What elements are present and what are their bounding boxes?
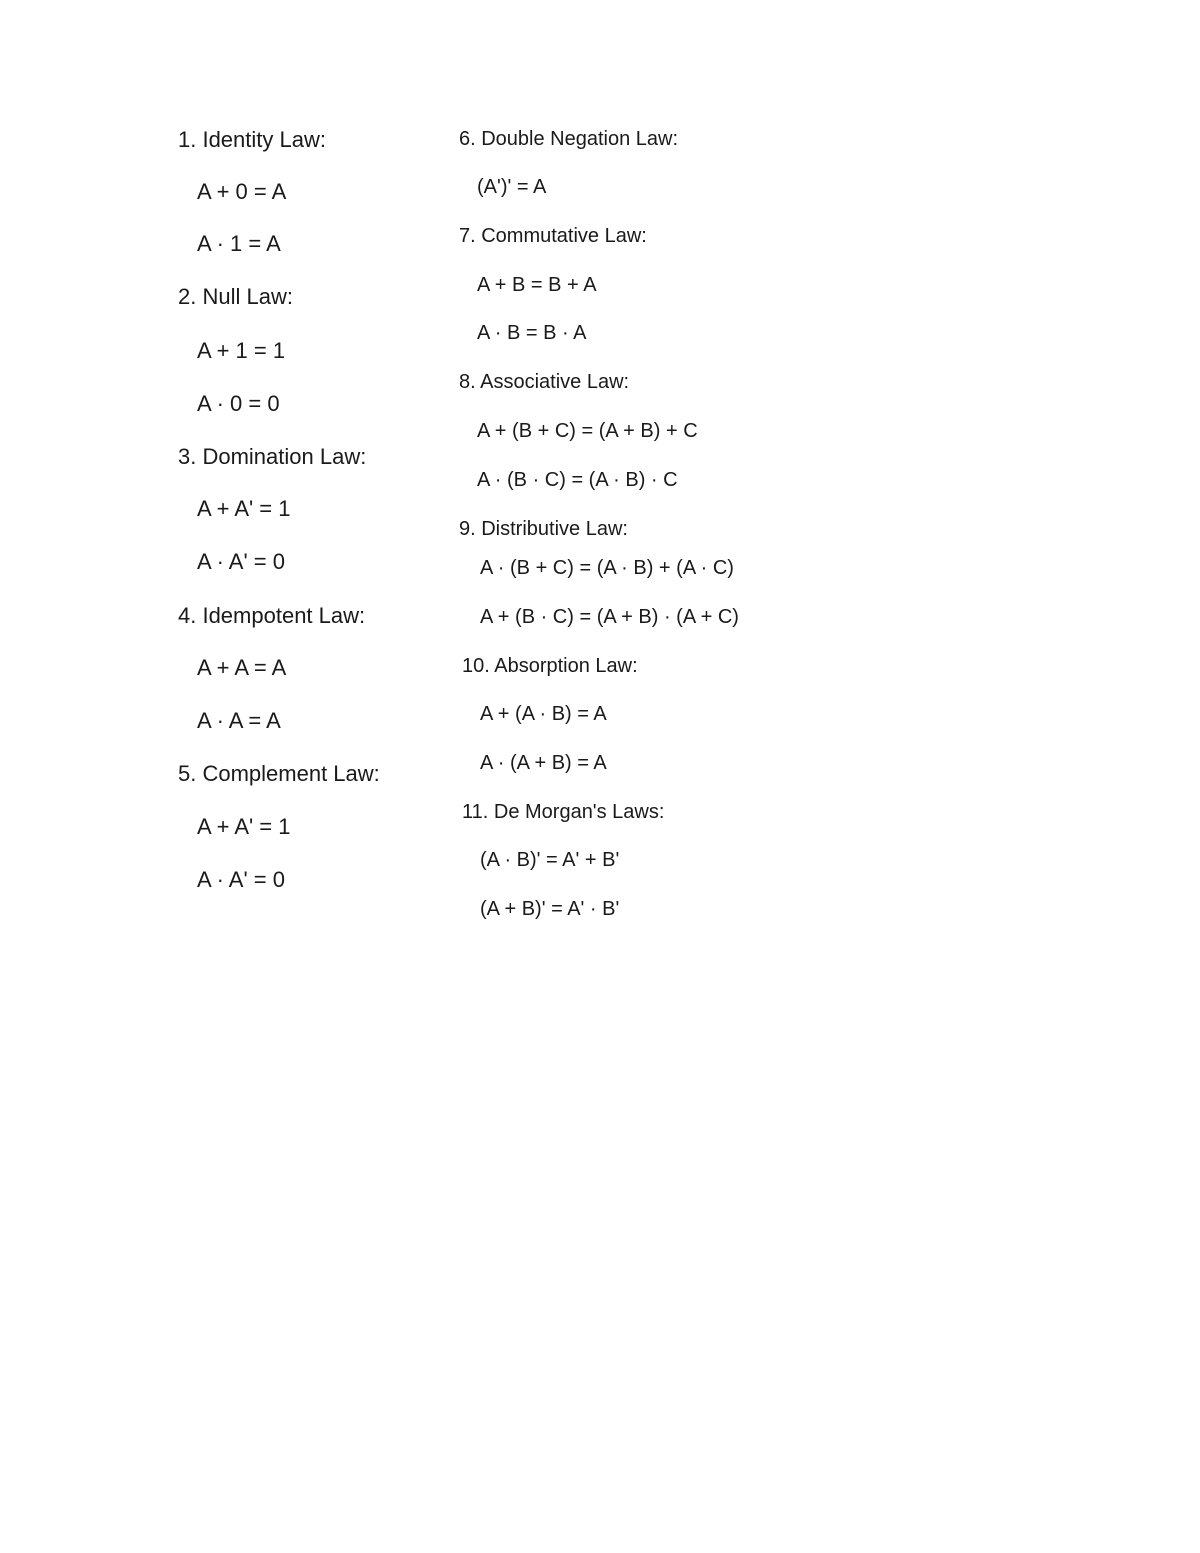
identity-law-formula-2: A · 1 = A [197, 231, 281, 256]
double-negation-law-formula-1: (A')' = A [477, 176, 547, 198]
null-law-heading: 2. Null Law: [178, 284, 293, 309]
double-negation-law-heading: 6. Double Negation Law: [459, 128, 679, 150]
idempotent-law-heading: 4. Idempotent Law: [178, 603, 366, 628]
distributive-law-formula-1: A · (B + C) = (A · B) + (A · C) [480, 557, 734, 579]
complement-law-formula-1: A + A' = 1 [197, 814, 291, 839]
idempotent-law-formula-2: A · A = A [197, 708, 281, 733]
absorption-law-formula-2: A · (A + B) = A [480, 752, 607, 774]
domination-law-formula-2: A · A' = 0 [197, 549, 285, 574]
associative-law-formula-1: A + (B + C) = (A + B) + C [477, 420, 698, 442]
distributive-law-formula-2: A + (B · C) = (A + B) · (A + C) [480, 606, 739, 628]
commutative-law-formula-1: A + B = B + A [477, 274, 597, 296]
domination-law-heading: 3. Domination Law: [178, 444, 367, 469]
absorption-law-formula-1: A + (A · B) = A [480, 703, 607, 725]
commutative-law-heading: 7. Commutative Law: [459, 225, 647, 247]
null-law-formula-1: A + 1 = 1 [197, 338, 286, 363]
associative-law-heading: 8. Associative Law: [459, 371, 630, 393]
de-morgans-laws-formula-2: (A + B)' = A' · B' [480, 898, 620, 920]
identity-law-formula-1: A + 0 = A [197, 179, 287, 204]
null-law-formula-2: A · 0 = 0 [197, 391, 280, 416]
complement-law-formula-2: A · A' = 0 [197, 867, 285, 892]
distributive-law-heading: 9. Distributive Law: [459, 518, 628, 540]
idempotent-law-formula-1: A + A = A [197, 655, 287, 680]
identity-law-heading: 1. Identity Law: [178, 127, 326, 152]
absorption-law-heading: 10. Absorption Law: [462, 655, 638, 677]
associative-law-formula-2: A · (B · C) = (A · B) · C [477, 469, 678, 491]
complement-law-heading: 5. Complement Law: [178, 761, 380, 786]
de-morgans-laws-heading: 11. De Morgan's Laws: [462, 801, 665, 823]
commutative-law-formula-2: A · B = B · A [477, 322, 587, 344]
domination-law-formula-1: A + A' = 1 [197, 496, 291, 521]
de-morgans-laws-formula-1: (A · B)' = A' + B' [480, 849, 620, 871]
